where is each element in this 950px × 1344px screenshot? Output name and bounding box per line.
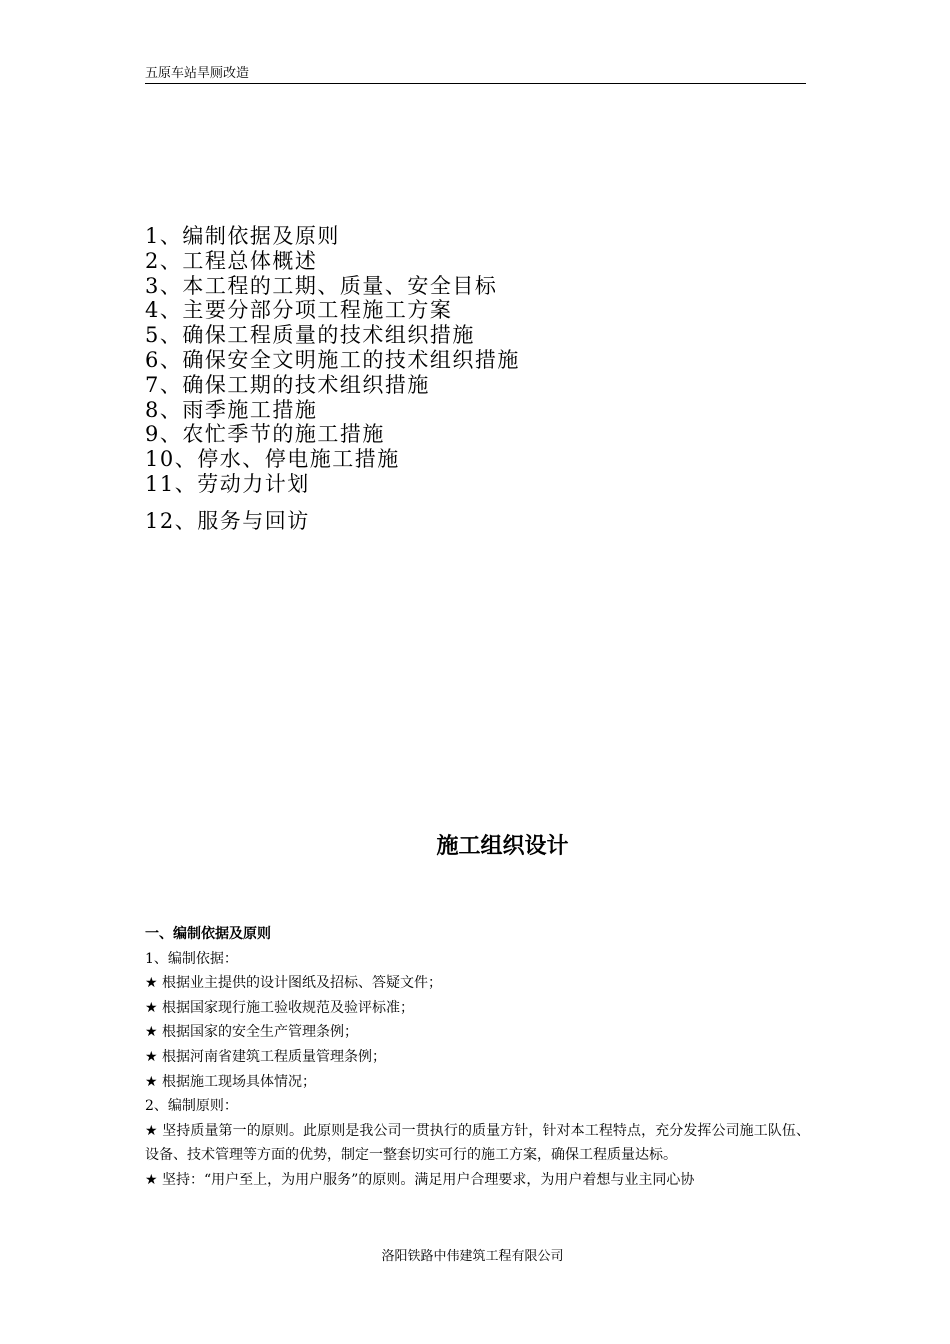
list-item (145, 1045, 810, 1070)
toc-item: 2、工程总体概述 (145, 248, 318, 273)
toc-item: 12、服务与回访 (145, 508, 310, 533)
table-of-contents (145, 224, 785, 534)
list-item (145, 1070, 810, 1095)
star-icon: ★ (145, 1122, 158, 1139)
list-item-text: 根据河南省建筑工程质量管理条例； (162, 1048, 387, 1065)
star-icon: ★ (145, 1171, 158, 1188)
list-item-text: 根据国家的安全生产管理条例； (162, 1024, 359, 1041)
paragraph (145, 1168, 810, 1193)
paragraph (145, 1119, 810, 1168)
subsection-label: 2、编制原则： (145, 1098, 238, 1115)
list-item (145, 971, 810, 996)
list-item-text: 根据业主提供的设计图纸及招标、答疑文件； (162, 975, 443, 992)
star-icon: ★ (145, 975, 158, 992)
section-heading: 一、编制依据及原则 (145, 926, 271, 942)
toc-item: 11、劳动力计划 (145, 471, 310, 496)
list-item-text: 根据国家现行施工验收规范及验评标准； (162, 999, 415, 1016)
star-icon: ★ (145, 1048, 158, 1065)
header-text: 五原车站旱厕改造 (145, 66, 250, 81)
toc-item: 10、停水、停电施工措施 (145, 447, 400, 472)
toc-item: 6、确保安全文明施工的技术组织措施 (145, 347, 520, 372)
star-icon: ★ (145, 1073, 158, 1090)
list-item (145, 996, 810, 1021)
star-icon: ★ (145, 999, 158, 1016)
toc-item: 1、编制依据及原则 (145, 224, 340, 248)
toc-item: 8、雨季施工措施 (145, 397, 318, 422)
toc-item: 5、确保工程质量的技术组织措施 (145, 323, 475, 348)
subsection-label: 1、编制依据： (145, 950, 238, 967)
document-title: 施工组织设计 (436, 833, 569, 859)
document-body (145, 922, 810, 1193)
toc-item: 9、农忙季节的施工措施 (145, 422, 385, 447)
toc-item: 4、主要分部分项工程施工方案 (145, 298, 453, 323)
page-header (145, 66, 806, 84)
toc-item: 7、确保工期的技术组织措施 (145, 372, 430, 397)
footer-text: 洛阳铁路中伟建筑工程有限公司 (381, 1249, 564, 1264)
paragraph-text: 坚持：“用户至上，为用户服务”的原则。满足用户合理要求，为用户着想与业主同心协 (162, 1171, 695, 1188)
paragraph-text: 坚持质量第一的原则。此原则是我公司一贯执行的质量方针，针对本工程特点，充分发挥公司施工队伍、设备、技术管理等方面的优势，制定一整套切实可行的施工方案，确保工程质量达标。 (145, 1122, 810, 1164)
list-item-text: 根据施工现场具体情况； (162, 1073, 317, 1090)
toc-item: 3、本工程的工期、质量、安全目标 (145, 273, 498, 298)
star-icon: ★ (145, 1024, 158, 1041)
page-footer (0, 1249, 945, 1265)
list-item (145, 1020, 810, 1045)
